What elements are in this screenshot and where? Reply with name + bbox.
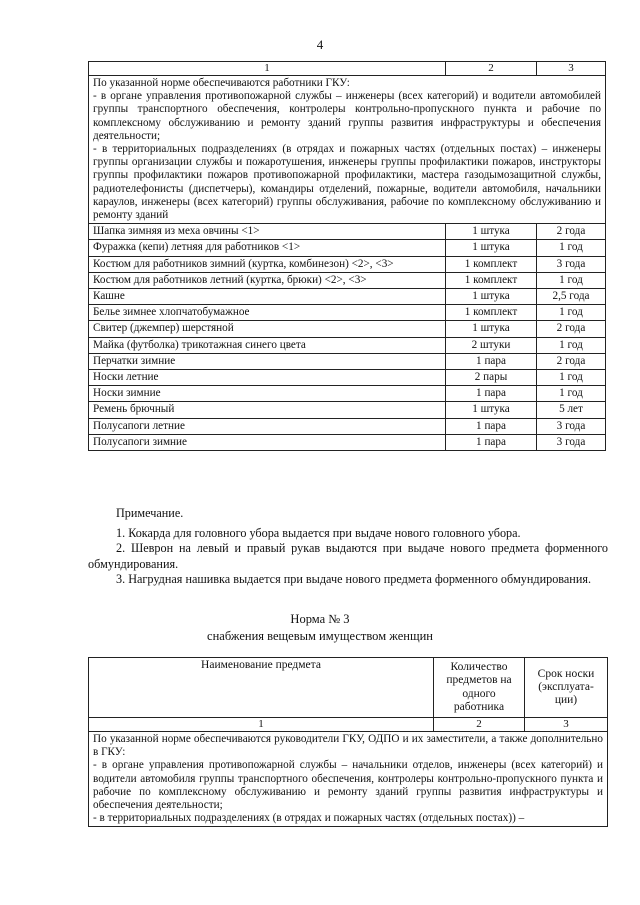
item-term: 1 год (537, 337, 606, 353)
table-row (89, 337, 606, 353)
item-name: Костюм для работников летний (куртка, брюки) <2>, <3> (89, 272, 446, 288)
header-item-name: Наименование предмета (89, 658, 434, 718)
item-name: Носки зимние (89, 386, 446, 402)
norm2-table (88, 61, 606, 451)
note-3: 3. Нагрудная нашивка выдается при выдаче нового предмета форменного обмундирования. (116, 572, 592, 586)
note-1: 1. Кокарда для головного убора выдается при выдаче нового головного убора. (116, 525, 521, 540)
item-quantity: 1 штука (446, 402, 537, 418)
item-name: Белье зимнее хлопчатобумажное (89, 305, 446, 321)
item-quantity: 1 комплект (446, 305, 537, 321)
item-term: 2 года (537, 353, 606, 369)
norm3-subtitle: снабжения вещевым имуществом женщин (207, 629, 433, 643)
col-num-3: 3 (525, 718, 608, 732)
item-quantity: 1 штука (446, 289, 537, 305)
item-quantity: 1 пара (446, 418, 537, 434)
item-term: 1 год (537, 370, 606, 386)
item-quantity: 1 пара (446, 353, 537, 369)
item-term: 1 год (537, 240, 606, 256)
item-term: 3 года (537, 434, 606, 450)
col-num-1: 1 (89, 718, 434, 732)
header-quantity: Количество предметов на одного работника (434, 658, 525, 718)
item-quantity: 1 пара (446, 434, 537, 450)
table-row (89, 305, 606, 321)
table-row (89, 353, 606, 369)
item-name: Фуражка (кепи) летняя для работников <1> (89, 240, 446, 256)
table-row (89, 418, 606, 434)
item-quantity: 1 штука (446, 321, 537, 337)
item-term: 1 год (537, 272, 606, 288)
item-term: 1 год (537, 305, 606, 321)
norm3-title: Норма № 3 (290, 612, 350, 626)
item-term: 3 года (537, 256, 606, 272)
notes-heading: Примечание. (116, 506, 184, 520)
norm3-table (88, 657, 608, 827)
item-name: Майка (футболка) трикотажная синего цвета (89, 337, 446, 353)
item-quantity: 2 пары (446, 370, 537, 386)
item-quantity: 1 комплект (446, 256, 537, 272)
item-name: Перчатки зимние (89, 353, 446, 369)
table1-header-row (89, 62, 606, 76)
item-quantity: 1 штука (446, 240, 537, 256)
table-row (89, 256, 606, 272)
table-row (89, 370, 606, 386)
col-num-3: 3 (537, 62, 606, 76)
col-num-1: 1 (89, 62, 446, 76)
item-name: Ремень брючный (89, 402, 446, 418)
header-wear-term: Срок носки (эксплуата-ции) (525, 658, 608, 718)
col-num-2: 2 (434, 718, 525, 732)
item-name: Носки летние (89, 370, 446, 386)
item-name: Полусапоги зимние (89, 434, 446, 450)
table-row (89, 386, 606, 402)
table-row (89, 272, 606, 288)
table-row (89, 321, 606, 337)
item-term: 3 года (537, 418, 606, 434)
item-term: 5 лет (537, 402, 606, 418)
item-term: 2 года (537, 321, 606, 337)
item-term: 2,5 года (537, 289, 606, 305)
table2-description: По указанной норме обеспечиваются руководители ГКУ, ОДПО и их заместители, а также дополнительно в ГКУ: - в органе управления противопожарной службы – начальники отделов, инженеры (всех категорий) и водители автомобиля группы транспортного обеспечения, контролеры контрольно-пропускного пункта и рабочие по комплексному обслуживанию и ремонту зданий группы развития инфраструктуры и обеспечения деятельности; - в территориальных подразделениях (в отрядах и пожарных частях (отдельных постах)) – (89, 732, 608, 827)
item-name: Полусапоги летние (89, 418, 446, 434)
table1-description: По указанной норме обеспечиваются работники ГКУ: - в органе управления противопожарной службы – инженеры (всех категорий) и водители автомобилей группы транспортного обеспечения, контролеры контрольно-пропускного пункта и рабочие по комплексному обслуживанию и ремонту зданий группы развития инфраструктуры и обеспечения деятельности; - в территориальных подразделениях (в отрядах и пожарных частях (отдельных постах) – инженеры группы организации службы и пожаротушения, инженеры группы профилактики пожаров, инструкторы группы профилактики пожаров противопожарной профилактики, мастера газодымозащитной службы, радиотелефонисты (диспетчеры), командиры отделений, пожарные, водители автомобиля, начальники караулов, инженеры (всех категорий) группы обслуживания, рабочие по комплексному обслуживанию и ремонту зданий (89, 76, 606, 224)
item-term: 1 год (537, 386, 606, 402)
item-quantity: 1 пара (446, 386, 537, 402)
item-term: 2 года (537, 224, 606, 240)
page-number: 4 (316, 37, 324, 52)
table-row (89, 402, 606, 418)
col-num-2: 2 (446, 62, 537, 76)
table-row (89, 224, 606, 240)
table-row (89, 434, 606, 450)
item-name: Шапка зимняя из меха овчины <1> (89, 224, 446, 240)
item-quantity: 1 комплект (446, 272, 537, 288)
notes-block (88, 506, 608, 588)
table-row (89, 289, 606, 305)
item-name: Свитер (джемпер) шерстяной (89, 321, 446, 337)
item-quantity: 1 штука (446, 224, 537, 240)
item-name: Кашне (89, 289, 446, 305)
table1-description-row (89, 76, 606, 224)
table-row (89, 240, 606, 256)
table2-number-row (89, 718, 608, 732)
item-quantity: 2 штуки (446, 337, 537, 353)
table2-header-row (89, 658, 608, 718)
item-name: Костюм для работников зимний (куртка, комбинезон) <2>, <3> (89, 256, 446, 272)
table2-description-row (89, 732, 608, 827)
note-2: 2. Шеврон на левый и правый рукав выдаются при выдаче нового предмета форменного обмундирования. (88, 541, 608, 571)
